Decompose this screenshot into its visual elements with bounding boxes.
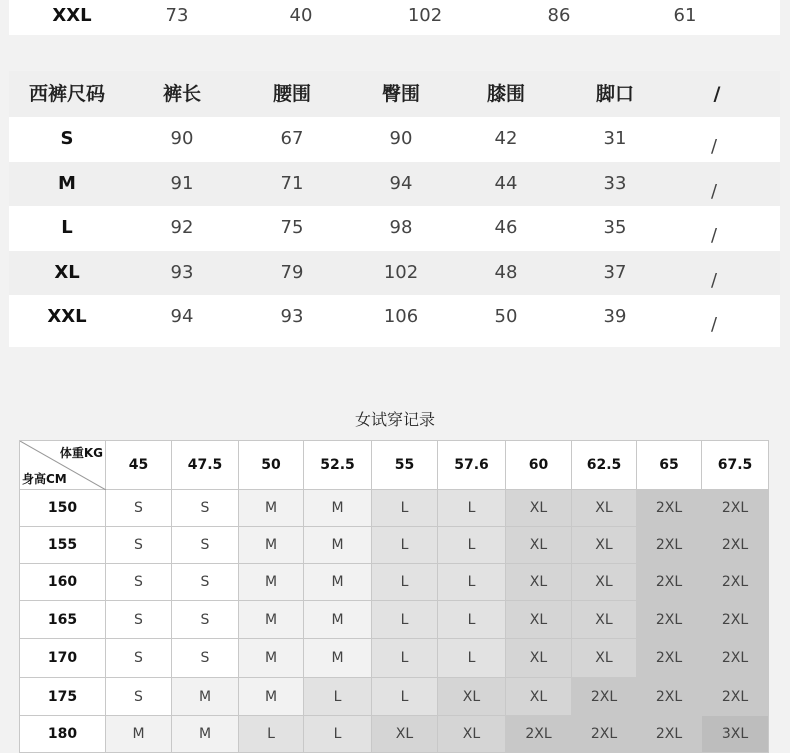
size-cell: 2XL <box>702 601 769 639</box>
table-cell: 42 <box>494 128 518 149</box>
table-row <box>9 206 780 251</box>
size-cell: M <box>304 639 372 678</box>
table-cell: 40 <box>289 5 313 26</box>
table-cell: 93 <box>170 261 194 283</box>
table-header-row <box>9 71 780 117</box>
table-row <box>9 0 780 32</box>
table-cell: 37 <box>603 261 627 283</box>
size-cell: S <box>106 490 172 527</box>
size-cell: XL <box>506 678 572 716</box>
size-cell: 2XL <box>702 564 769 601</box>
table-cell: 106 <box>383 306 419 327</box>
size-cell: L <box>304 716 372 753</box>
height-label: 155 <box>20 527 106 564</box>
size-cell: XL <box>372 716 438 753</box>
height-label: 160 <box>20 564 106 601</box>
height-label: 175 <box>20 678 106 716</box>
size-cell: S <box>106 564 172 601</box>
size-cell: L <box>239 716 304 753</box>
size-cell: L <box>372 601 438 639</box>
height-label: 165 <box>20 601 106 639</box>
table-cell: / <box>710 180 718 202</box>
size-label: S <box>60 128 74 149</box>
size-cell: 2XL <box>506 716 572 753</box>
trial-record-title: 女试穿记录 <box>354 410 435 429</box>
table-cell: 46 <box>494 217 518 238</box>
size-cell: S <box>106 639 172 678</box>
table-cell: 73 <box>165 5 189 26</box>
column-header: / <box>713 83 721 105</box>
column-header: 脚口 <box>595 83 635 105</box>
size-cell: 2XL <box>572 716 637 753</box>
size-cell: M <box>304 564 372 601</box>
pants-size-table <box>9 71 780 347</box>
size-cell: M <box>304 601 372 639</box>
table-cell: 39 <box>603 306 627 327</box>
weight-header: 62.5 <box>572 441 637 490</box>
size-cell: L <box>438 527 506 564</box>
size-label: XL <box>54 261 80 283</box>
trial-record-grid <box>19 440 769 753</box>
height-label: 150 <box>20 490 106 527</box>
size-cell: 3XL <box>702 716 769 753</box>
table-cell: 79 <box>280 261 304 283</box>
table-cell: 91 <box>170 172 194 194</box>
size-cell: L <box>304 678 372 716</box>
size-label: XXL <box>52 5 92 26</box>
size-cell: M <box>239 564 304 601</box>
weight-header: 52.5 <box>304 441 372 490</box>
size-cell: XL <box>438 678 506 716</box>
size-cell: L <box>372 490 438 527</box>
size-cell: XL <box>506 601 572 639</box>
table-row <box>20 639 769 678</box>
size-cell: XL <box>572 639 637 678</box>
table-cell: / <box>710 225 718 246</box>
table-row <box>20 490 769 527</box>
table-cell: 98 <box>389 217 413 238</box>
height-label: 身高CM <box>22 472 67 486</box>
size-cell: XL <box>506 490 572 527</box>
table-cell: 33 <box>603 172 627 194</box>
table-cell: 71 <box>280 172 304 194</box>
size-cell: 2XL <box>637 527 702 564</box>
size-cell: 2XL <box>637 678 702 716</box>
size-cell: S <box>106 678 172 716</box>
table-row <box>9 295 780 340</box>
trial-grid-body <box>20 490 769 753</box>
size-cell: XL <box>506 527 572 564</box>
table-header-row <box>20 441 769 490</box>
table-cell: 92 <box>170 217 194 238</box>
size-cell: L <box>438 601 506 639</box>
weight-label: 体重KG <box>59 446 103 460</box>
weight-header: 60 <box>506 441 572 490</box>
size-cell: S <box>106 527 172 564</box>
table-cell: 93 <box>280 306 304 327</box>
size-cell: M <box>239 639 304 678</box>
size-cell: XL <box>572 490 637 527</box>
size-cell: XL <box>572 527 637 564</box>
pants-table-body <box>9 117 780 340</box>
table-row <box>9 117 780 162</box>
height-label: 170 <box>20 639 106 678</box>
weight-header: 57.6 <box>438 441 506 490</box>
table-cell: 102 <box>407 5 443 26</box>
table-cell: 90 <box>170 128 194 149</box>
size-cell: S <box>172 564 239 601</box>
size-cell: XL <box>572 601 637 639</box>
table-cell: 44 <box>494 172 518 194</box>
column-header: 臀围 <box>381 83 421 105</box>
size-cell: 2XL <box>637 716 702 753</box>
size-cell: L <box>372 564 438 601</box>
size-cell: M <box>172 716 239 753</box>
size-cell: M <box>304 490 372 527</box>
size-label: L <box>61 217 73 238</box>
table-cell: 67 <box>280 128 304 149</box>
size-cell: 2XL <box>637 564 702 601</box>
table-cell: 94 <box>170 306 194 327</box>
size-cell: 2XL <box>702 639 769 678</box>
table-row <box>20 564 769 601</box>
column-header: 腰围 <box>272 83 312 105</box>
size-cell: XL <box>506 564 572 601</box>
size-cell: 2XL <box>702 527 769 564</box>
size-cell: L <box>438 564 506 601</box>
table-cell: 50 <box>494 306 518 327</box>
table-row <box>9 162 780 207</box>
size-cell: XL <box>572 564 637 601</box>
table-cell: / <box>710 314 718 335</box>
size-cell: 2XL <box>702 678 769 716</box>
size-label: M <box>58 172 76 194</box>
size-cell: S <box>106 601 172 639</box>
top-size-table-fragment <box>9 0 780 35</box>
table-row <box>20 716 769 753</box>
size-label: XXL <box>47 306 87 327</box>
column-header: 裤长 <box>162 83 202 105</box>
size-cell: S <box>172 490 239 527</box>
weight-header: 65 <box>637 441 702 490</box>
size-cell: L <box>372 527 438 564</box>
weight-height-corner-cell <box>20 441 106 490</box>
weight-header: 45 <box>106 441 172 490</box>
height-label: 180 <box>20 716 106 753</box>
table-cell: 35 <box>603 217 627 238</box>
size-cell: M <box>172 678 239 716</box>
size-cell: S <box>172 527 239 564</box>
size-cell: 2XL <box>702 490 769 527</box>
table-cell: 86 <box>547 5 571 26</box>
size-cell: M <box>239 678 304 716</box>
size-cell: L <box>438 490 506 527</box>
size-cell: L <box>372 639 438 678</box>
size-cell: 2XL <box>572 678 637 716</box>
size-cell: XL <box>438 716 506 753</box>
table-row <box>9 251 780 296</box>
table-row <box>20 601 769 639</box>
size-cell: M <box>239 490 304 527</box>
size-cell: XL <box>506 639 572 678</box>
table-cell: 31 <box>603 128 627 149</box>
table-cell: 90 <box>389 128 413 149</box>
column-header: 西裤尺码 <box>28 83 106 105</box>
size-cell: M <box>239 527 304 564</box>
size-cell: S <box>172 639 239 678</box>
column-header: 膝围 <box>486 83 526 105</box>
table-cell: 94 <box>389 172 413 194</box>
size-cell: 2XL <box>637 601 702 639</box>
size-cell: M <box>304 527 372 564</box>
size-cell: 2XL <box>637 639 702 678</box>
table-cell: 102 <box>383 261 419 283</box>
weight-header: 47.5 <box>172 441 239 490</box>
table-cell: 61 <box>673 5 697 26</box>
weight-header: 55 <box>372 441 438 490</box>
table-cell: 75 <box>280 217 304 238</box>
table-row <box>20 527 769 564</box>
weight-header: 50 <box>239 441 304 490</box>
size-cell: L <box>438 639 506 678</box>
table-cell: 48 <box>494 261 518 283</box>
weight-header: 67.5 <box>702 441 769 490</box>
size-cell: M <box>239 601 304 639</box>
size-cell: L <box>372 678 438 716</box>
table-cell: / <box>710 269 718 291</box>
table-row <box>20 678 769 716</box>
size-cell: S <box>172 601 239 639</box>
size-cell: 2XL <box>637 490 702 527</box>
table-cell: / <box>710 136 718 157</box>
size-cell: M <box>106 716 172 753</box>
